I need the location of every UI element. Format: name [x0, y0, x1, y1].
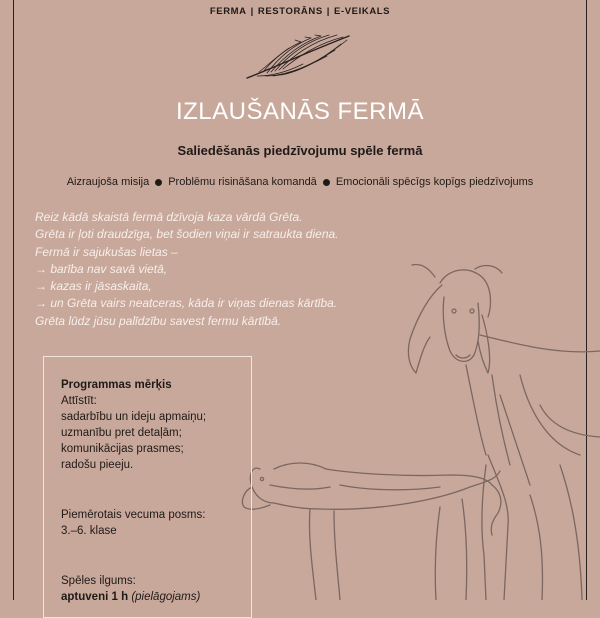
story-line: → kazas ir jāsaskaita, — [35, 279, 152, 294]
story-line: Grēta ir ļoti draudzīga, bet šodien viņai ir satraukta diena. — [35, 227, 339, 242]
program-info — [61, 377, 206, 605]
age-label: Piemērotais vecuma posms: — [61, 509, 206, 521]
page-subtitle: Saliedēšanās piedzīvojumu spēle fermā — [177, 143, 423, 158]
age-value: 3.–6. klase — [61, 525, 117, 537]
nav-link-e-veikals[interactable]: E-VEIKALS — [334, 6, 391, 17]
story-line: → un Grēta vairs neatceras, kāda ir viņas dienas kārtība. — [35, 296, 338, 311]
duration-note: (pielāgojams) — [131, 591, 201, 603]
goal-item: uzmanību pret detaļām; — [61, 427, 182, 439]
program-heading: Programmas mērķis — [61, 379, 172, 391]
tagline-item: Aizraujoša misija — [66, 176, 150, 188]
nav-separator: | — [326, 6, 331, 17]
story-line: → barība nav savā vietā, — [35, 261, 168, 276]
top-navigation — [0, 6, 600, 17]
feather-icon — [243, 32, 355, 82]
goal-item: radošu pieeju. — [61, 459, 134, 471]
tagline-item: Emocionāli spēcīgs kopīgs piedzīvojums — [335, 176, 534, 188]
page-title: IZLAUŠANĀS FERMĀ — [175, 98, 425, 125]
tagline — [0, 176, 600, 188]
goal-item: komunikācijas prasmes; — [61, 443, 184, 455]
goats-illustration — [230, 255, 600, 600]
duration-value: aptuveni 1 h — [61, 591, 129, 603]
tagline-item: Problēmu risināšana komandā — [168, 176, 317, 188]
story-line: Grēta lūdz jūsu palīdzību savest fermu kārtībā. — [35, 313, 282, 328]
duration-label: Spēles ilgums: — [61, 575, 136, 587]
nav-link-ferma[interactable]: FERMA — [209, 6, 247, 17]
nav-separator: | — [250, 6, 254, 17]
frame-line-left — [13, 0, 14, 600]
duration-line — [61, 589, 206, 605]
program-intro: Attīstīt: — [61, 395, 97, 407]
goal-item: sadarbību un ideju apmaiņu; — [61, 411, 207, 423]
story-line: Reiz kādā skaistā fermā dzīvoja kaza vārdā Grēta. — [35, 210, 303, 224]
bullet-dot-icon — [155, 179, 162, 186]
bullet-dot-icon — [323, 179, 330, 186]
story-line: Fermā ir sajukušas lietas – — [35, 244, 178, 259]
nav-link-restorans[interactable]: RESTORĀNS — [257, 6, 323, 17]
